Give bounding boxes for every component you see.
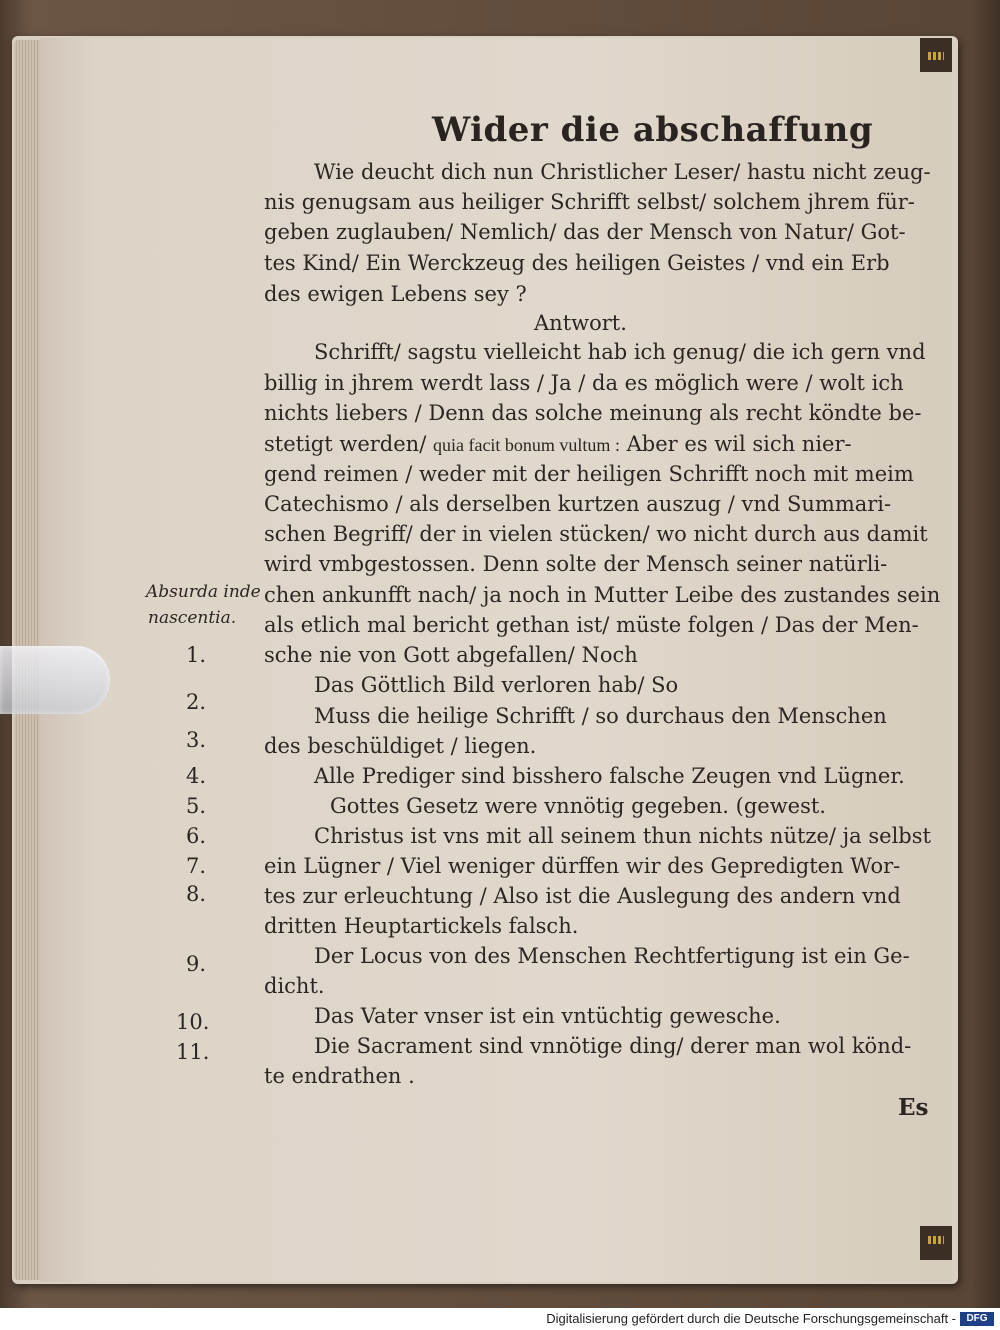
text-line: dritten Heuptartickels falsch.	[264, 914, 579, 938]
text-line: Christus ist vns mit all seinem thun nichts nütze/ ja selbst	[314, 824, 931, 848]
text-line: gend reimen / weder mit der heiligen Schrifft noch mit meim	[264, 462, 914, 486]
margin-number: 8.	[186, 882, 207, 906]
text-line: Muss die heilige Schrifft / so durchaus den Menschen	[314, 704, 887, 728]
margin-note: nascentia.	[148, 608, 237, 628]
margin-number: 5.	[186, 794, 207, 818]
text-line: Gottes Gesetz were vnnötig gegeben. (gewest.	[330, 794, 826, 818]
text-line: nis genugsam aus heiliger Schrifft selbst/ solchem jhrem für-	[264, 190, 915, 214]
margin-number: 11.	[176, 1040, 210, 1064]
margin-number: 7.	[186, 854, 207, 878]
text-line: nichts liebers / Denn das solche meinung als recht köndte be-	[264, 401, 922, 425]
text-line: des beschüldiget / liegen.	[264, 734, 537, 758]
text-line: Catechismo / als derselben kurtzen auszug / vnd Summari-	[264, 492, 892, 516]
text-line: ein Lügner / Viel weniger dürffen wir des Gepredigten Wor-	[264, 854, 901, 878]
text-line: tes Kind/ Ein Werckzeug des heiligen Geistes / vnd ein Erb	[264, 251, 890, 275]
dfg-logo: DFG	[960, 1312, 994, 1326]
text-line: wird vmbgestossen. Denn solte der Mensch seiner natürli-	[264, 552, 888, 576]
clamp-bottom	[920, 1226, 952, 1260]
clamp-top	[920, 38, 952, 72]
text-line: des ewigen Lebens sey ?	[264, 282, 527, 306]
text-line: te endrathen .	[264, 1064, 415, 1088]
catchword: Es	[898, 1094, 929, 1121]
text-line: chen ankunfft nach/ ja noch in Mutter Leibe des zustandes sein	[264, 583, 941, 607]
margin-number: 1.	[186, 643, 207, 667]
text-line: Die Sacrament sind vnnötige ding/ derer man wol könd-	[314, 1034, 912, 1058]
latin-phrase: quia facit bonum vultum :	[432, 435, 620, 455]
text-line: tes zur erleuchtung / Also ist die Auslegung des andern vnd	[264, 884, 901, 908]
text-line: geben zuglauben/ Nemlich/ das der Mensch von Natur/ Got-	[264, 220, 906, 244]
margin-number: 3.	[186, 728, 207, 752]
text-line: Das Vater vnser ist ein vntüchtig gewesche.	[314, 1004, 781, 1028]
footer-bar	[0, 1308, 1000, 1330]
text-line: sche nie von Gott abgefallen/ Noch	[264, 643, 638, 667]
running-header: Wider die abschaffung	[432, 110, 874, 150]
margin-number: 6.	[186, 824, 207, 848]
answer-heading: Antwort.	[534, 311, 627, 335]
funding-credit: Digitalisierung gefördert durch die Deutsche Forschungsgemeinschaft -	[546, 1311, 956, 1326]
text-line: Schrifft/ sagstu vielleicht hab ich genug/ die ich gern vnd	[314, 340, 926, 364]
text-line: Der Locus von des Menschen Rechtfertigung ist ein Ge-	[314, 944, 910, 968]
text-line: billig in jhrem werdt lass / Ja / da es möglich were / wolt ich	[264, 371, 904, 395]
margin-number: 9.	[186, 952, 207, 976]
text-line: dicht.	[264, 974, 325, 998]
text-line: Alle Prediger sind bisshero falsche Zeugen vnd Lügner.	[314, 764, 905, 788]
margin-number: 4.	[186, 764, 207, 788]
margin-number: 10.	[176, 1010, 210, 1034]
text-line: stetigt werden/ quia facit bonum vultum : Aber es wil sich nier-	[264, 432, 852, 456]
page-marker	[0, 646, 110, 714]
text-line: Wie deucht dich nun Christlicher Leser/ hastu nicht zeug-	[314, 160, 931, 184]
text-line: Das Göttlich Bild verloren hab/ So	[314, 673, 679, 697]
text-line: als etlich mal bericht gethan ist/ müste folgen / Das der Men-	[264, 613, 919, 637]
text-line: schen Begriff/ der in vielen stücken/ wo nicht durch aus damit	[264, 522, 928, 546]
margin-note: Absurda inde	[146, 582, 261, 602]
margin-number: 2.	[186, 690, 207, 714]
